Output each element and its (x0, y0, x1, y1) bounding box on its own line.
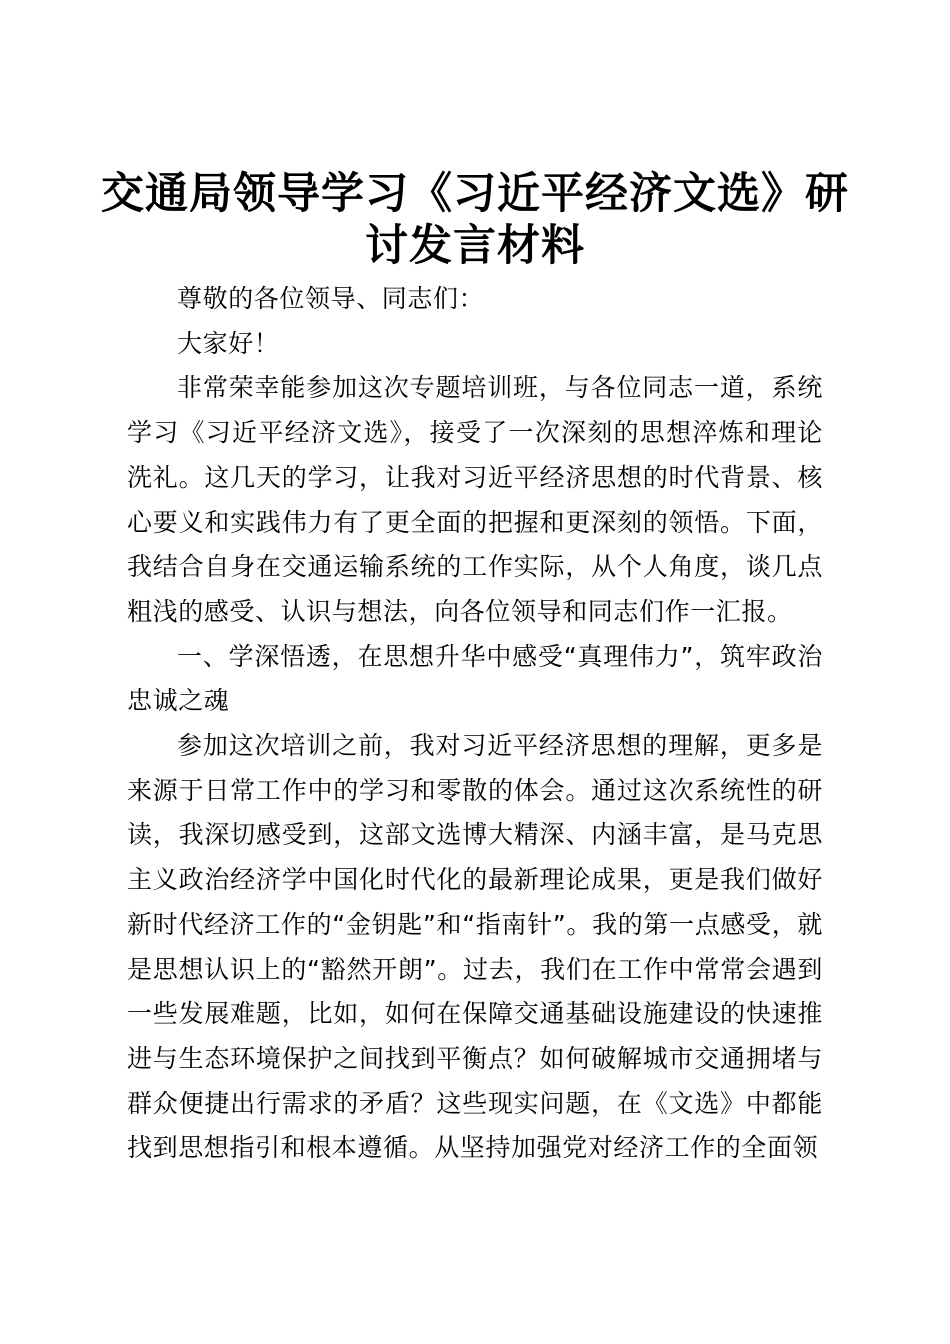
paragraph-intro: 非常荣幸能参加这次专题培训班，与各位同志一道，系统学习《习近平经济文选》，接受了一次深刻的思想淬炼和理论洗礼。这几天的学习，让我对习近平经济思想的时代背景、核心要义和实践伟力有了更全面的把握和更深刻的领悟。下面，我结合自身在交通运输系统的工作实际，从个人角度，谈几点粗浅的感受、认识与想法，向各位领导和同志们作一汇报。 (127, 373, 823, 626)
section-heading-1: 一、学深悟透，在思想升华中感受“真理伟力”，筑牢政治忠诚之魂 (127, 641, 823, 716)
document-title: 交通局领导学习《习近平经济文选》研讨发言材料 (101, 169, 849, 271)
document-body (127, 277, 823, 1171)
greeting: 大家好！ (177, 328, 280, 358)
salutation: 尊敬的各位领导、同志们： (177, 284, 485, 313)
paragraph-section-1: 参加这次培训之前，我对习近平经济思想的理解，更多是来源于日常工作中的学习和零散的体会。通过这次系统性的研读，我深切感受到，这部文选博大精深、内涵丰富，是马克思主义政治经济学中国化时代化的最新理论成果，更是我们做好新时代经济工作的“金钥匙”和“指南针”。我的第一点感受，就是思想认识上的“豁然开朗”。过去，我们在工作中常常会遇到一些发展难题，比如，如何在保障交通基础设施建设的快速推进与生态环境保护之间找到平衡点？如何破解城市交通拥堵与群众便捷出行需求的矛盾？这些现实问题，在《文选》中都能找到思想指引和根本遵循。从坚持加强党对经济工作的全面领 (127, 731, 823, 1163)
